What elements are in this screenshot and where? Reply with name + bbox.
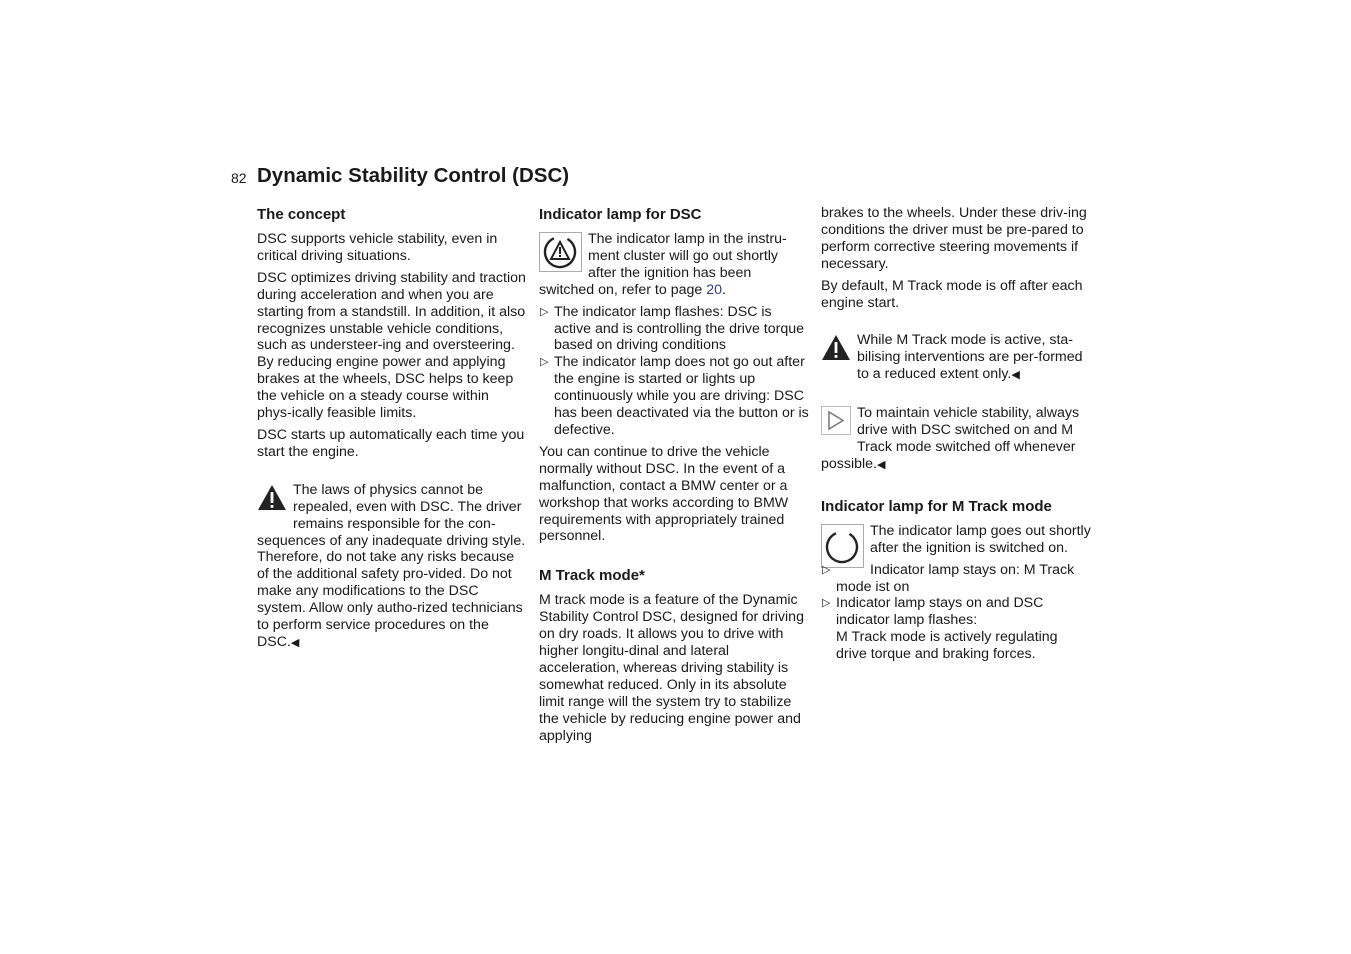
- column-3: [821, 205, 1091, 668]
- tip-text: To maintain vehicle stability, always drive with DSC switched on and M Track mode switched off whenever possible.: [821, 405, 1080, 472]
- paragraph: By default, M Track mode is off after each engine start.: [821, 277, 1083, 311]
- lamp-note: [821, 523, 1091, 557]
- tip-note: [821, 405, 1091, 474]
- warning-text: The laws of physics cannot be repealed, even with DSC. The driver remains responsible for the con-sequences of any inadequate driving style. Therefore, do not take any risks because of the additional safety pro-vided. Do not make any modifications to the DSC system. Allow only autho-rized technicians to perform service procedures on the DSC.: [257, 481, 526, 650]
- note-arrow-icon: [821, 406, 851, 440]
- paragraph: M track mode is a feature of the Dynamic Stability Control DSC, designed for driving on dry roads. It allows you to drive with higher longitu-dinal and lateral acceleration, whereas driving stability is somewhat reduced. Only in its absolute limit range will the system try to stabilize the vehicle by reducing engine power and applying: [539, 592, 804, 744]
- page-link[interactable]: 20: [706, 281, 722, 298]
- warning-note: [821, 332, 1091, 384]
- warning-triangle-icon: [257, 483, 287, 517]
- warning-triangle-icon: [821, 333, 851, 367]
- paragraph: DSC starts up automatically each time you start the engine.: [257, 426, 525, 460]
- section-heading-concept: The concept: [257, 206, 346, 223]
- list-item: ▷ Indicator lamp stays on: M Track mode ist on: [822, 561, 1075, 595]
- warning-note: [257, 482, 527, 652]
- list-item: ▷ Indicator lamp stays on and DSC indicator lamp flashes: M Track mode is actively regulating drive torque and braking forces.: [822, 595, 1058, 663]
- paragraph: You can continue to drive the vehicle normally without DSC. In the event of a malfunction, contact a BMW center or a workshop that works according to BMW requirements with appropriately trained personnel.: [539, 443, 789, 545]
- section-heading-m-track-lamp: Indicator lamp for M Track mode: [821, 497, 1052, 515]
- lamp-text: The indicator lamp goes out shortly after the ignition is switched on.: [870, 522, 1091, 556]
- list-item: ▷ The indicator lamp flashes: DSC is active and is controlling the drive torque based on driving conditions: [540, 303, 804, 354]
- paragraph: brakes to the wheels. Under these driv-ing conditions the driver must be pre-pared to perform corrective steering movements if necessary.: [821, 205, 1087, 272]
- end-mark: ◀: [290, 636, 300, 649]
- column-2: [539, 205, 809, 749]
- section-heading-m-track: M Track mode*: [539, 567, 645, 585]
- lamp-note: The indicator lamp in the instru-ment cluster will go out shortly after the ignition has been switched on, refer to page 20.: [539, 231, 787, 298]
- page-number: 82: [231, 170, 247, 186]
- bullet-list: [821, 562, 1091, 663]
- bullet-list: [539, 304, 809, 439]
- section-heading-dsc-lamp: Indicator lamp for DSC: [539, 206, 702, 223]
- lamp-text: The indicator lamp in the instru-ment cluster will go out shortly after the ignition has been switched on, refer to page: [539, 231, 787, 298]
- end-mark: ◀: [877, 458, 886, 471]
- end-mark: ◀: [1011, 369, 1020, 382]
- page-title: Dynamic Stability Control (DSC): [257, 164, 570, 187]
- dsc-lamp-icon: [539, 232, 582, 277]
- paragraph: DSC optimizes driving stability and traction during acceleration and when you are starting from a standstill. In addition, it also recognizes unstable vehicle conditions, such as understeer-ing and oversteering. By reducing engine power and applying brakes at the wheels, DSC helps to keep the vehicle on a steady course within phys-ically feasible limits.: [257, 269, 526, 422]
- paragraph: DSC supports vehicle stability, even in critical driving situations.: [257, 231, 498, 264]
- list-item: ▷ The indicator lamp does not go out after the engine is started or lights up continuously while you are driving: DSC has been deactivated via the button or is defective.: [540, 354, 809, 438]
- column-1: [257, 205, 527, 657]
- warning-text: While M Track mode is active, sta-bilising interventions are per-formed to a reduced extent only.: [857, 332, 1083, 383]
